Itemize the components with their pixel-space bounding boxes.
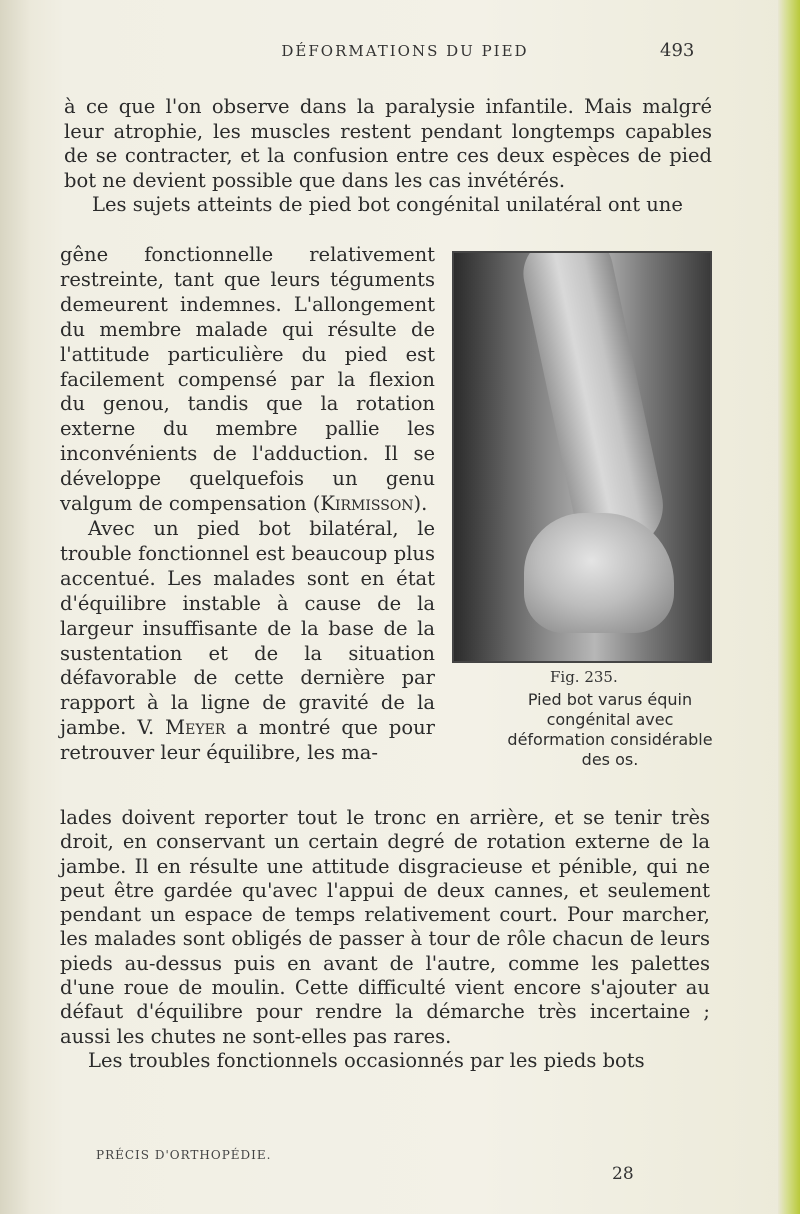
figure-photograph	[452, 251, 712, 663]
paragraph-intro	[64, 95, 712, 218]
running-header: DÉFORMATIONS DU PIED	[281, 42, 529, 60]
paragraph-4: Les troubles fonctionnels occasionnés par les pieds bots	[88, 1048, 645, 1072]
author-meyer: Meyer	[165, 716, 226, 740]
paragraph-3-body	[60, 517, 435, 766]
full-width-text	[60, 806, 710, 1073]
figure-label: Fig. 235.	[550, 668, 618, 686]
paragraph-3-rest: lades doivent reporter tout le tronc en arrière, et se tenir très droit, en conservant un certain degré de rotation externe de la jambe. Il en résulte une attitude disgracieuse et pénible, qui ne peut être gardée qu'avec l'appui de deux cannes, et seulement pendant un espace de temps relativement court. Pour marcher, les malades sont obligés de passer à tour de rôle chacun de leurs pieds au-dessus puis en avant de l'autre, comme les palettes d'une roue de moulin. Cette difficulté vient encore s'ajouter au défaut d'équilibre pour rendre la démarche très incertaine ; aussi les chutes ne sont-elles pas rares.	[60, 806, 710, 1048]
page-left-edge	[0, 0, 30, 1214]
page-number: 493	[660, 40, 695, 61]
paragraph-3-start: Avec un pied bot bilatéral, le trouble fonctionnel est beaucoup plus accentué. Les malades sont en état d'équilibre instable à cause de la largeur insuffisante de la base de la sustentation et de la situation défavorable de cette dernière par rapport à la ligne de gravité de la jambe. V.	[60, 516, 435, 740]
paragraph-1: à ce que l'on observe dans la paralysie infantile. Mais malgré leur atrophie, les muscles restent pendant longtemps capables de se contracter, et la confusion entre ces deux espèces de pied bot ne devient possible que dans les cas invétérés.	[64, 95, 712, 192]
page-right-edge	[778, 0, 800, 1214]
paragraph-2-rest: gêne fonctionnelle relativement restreinte, tant que leurs téguments demeurent indemnes. L'allongement du membre malade qui résulte de l'attitude particulière du pied est facilement compensé par la flexion du genou, tandis que la rotation externe du membre pallie les inconvénients de l'adduction. Il se développe quelquefois un genu valgum de compensation (	[60, 243, 435, 516]
author-kirmisson: Kirmisson	[320, 492, 414, 516]
paragraph-2-start: Les sujets atteints de pied bot congénital unilatéral ont une	[92, 193, 683, 217]
figure-caption: Pied bot varus équin congénital avec déformation considérable des os.	[507, 690, 713, 769]
wrapped-column	[60, 243, 435, 766]
paragraph-2-body	[60, 243, 435, 517]
foot-shape	[524, 513, 674, 633]
paragraph-2-end: ).	[413, 492, 428, 516]
paragraph-3-mid: a montré que pour retrouver leur équilibre, les ma-	[60, 716, 435, 765]
footer-signature: 28	[612, 1164, 634, 1184]
footer-book-title: PRÉCIS D'ORTHOPÉDIE.	[96, 1148, 272, 1162]
